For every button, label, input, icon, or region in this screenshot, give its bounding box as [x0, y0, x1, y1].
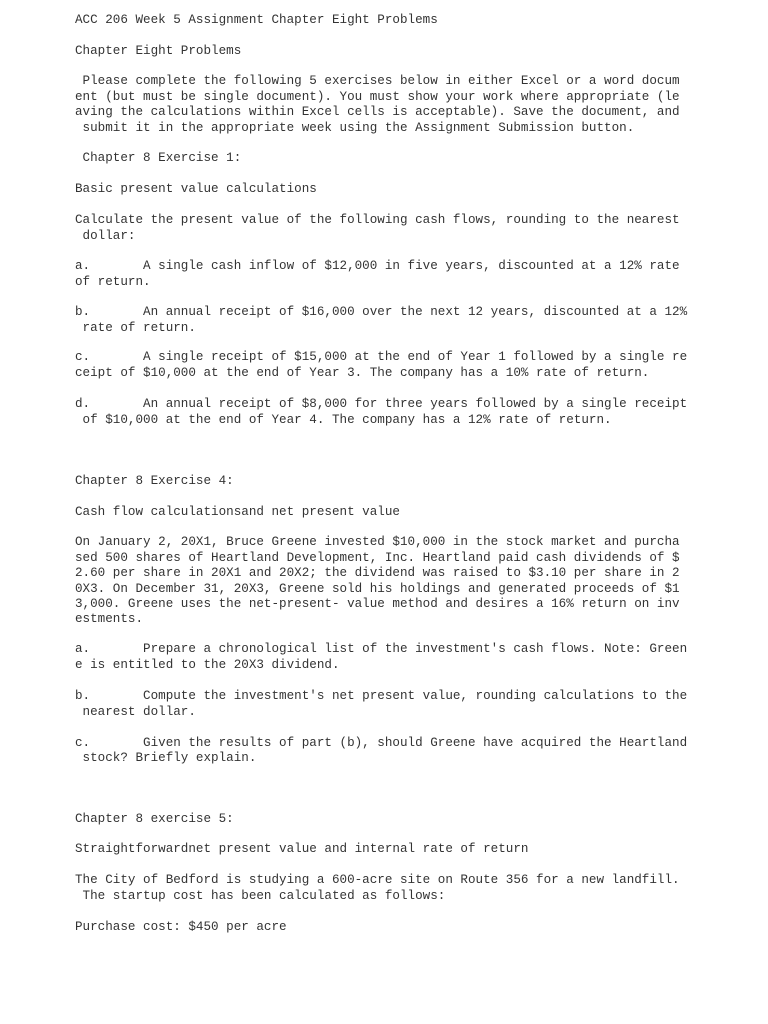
exercise-prompt: dollar: [75, 229, 136, 243]
exercise-item: b. Compute the investment's net present value, rounding calculations to the [75, 689, 688, 703]
exercise-item: c. A single receipt of $15,000 at the end of Year 1 followed by a single re [75, 350, 688, 364]
exercise-item: of return. [75, 275, 151, 289]
exercise-heading: Chapter 8 Exercise 1: [75, 151, 242, 165]
exercise-item: rate of return. [75, 321, 196, 335]
exercise-prompt: 3,000. Greene uses the net-present- value method and desires a 16% return on inv [75, 597, 680, 611]
exercise-item: ceipt of $10,000 at the end of Year 3. The company has a 10% rate of return. [75, 366, 650, 380]
exercise-item: nearest dollar. [75, 705, 196, 719]
exercise-item: e is entitled to the 20X3 dividend. [75, 658, 340, 672]
exercise-heading: Chapter 8 Exercise 4: [75, 474, 234, 488]
instructions-line: Please complete the following 5 exercises below in either Excel or a word docum [75, 74, 680, 88]
exercise-detail: Purchase cost: $450 per acre [75, 920, 287, 934]
exercise-heading: Chapter 8 exercise 5: [75, 812, 234, 826]
exercise-item: c. Given the results of part (b), should Greene have acquired the Heartland [75, 736, 688, 750]
exercise-item: stock? Briefly explain. [75, 751, 257, 765]
exercise-subtitle: Cash flow calculationsand net present value [75, 505, 400, 519]
document-title: ACC 206 Week 5 Assignment Chapter Eight Problems [75, 13, 438, 27]
exercise-prompt: The City of Bedford is studying a 600-acre site on Route 356 for a new landfill. [75, 873, 680, 887]
exercise-item: b. An annual receipt of $16,000 over the next 12 years, discounted at a 12% [75, 305, 688, 319]
exercise-prompt: On January 2, 20X1, Bruce Greene invested $10,000 in the stock market and purcha [75, 535, 680, 549]
exercise-item: a. A single cash inflow of $12,000 in five years, discounted at a 12% rate [75, 259, 680, 273]
exercise-prompt: Calculate the present value of the following cash flows, rounding to the nearest [75, 213, 680, 227]
exercise-item: of $10,000 at the end of Year 4. The company has a 12% rate of return. [75, 413, 612, 427]
exercise-subtitle: Basic present value calculations [75, 182, 317, 196]
exercise-item: d. An annual receipt of $8,000 for three years followed by a single receipt [75, 397, 688, 411]
exercise-prompt: sed 500 shares of Heartland Development, Inc. Heartland paid cash dividends of $ [75, 551, 680, 565]
exercise-prompt: 0X3. On December 31, 20X3, Greene sold his holdings and generated proceeds of $1 [75, 582, 680, 596]
exercise-prompt: 2.60 per share in 20X1 and 20X2; the dividend was raised to $3.10 per share in 2 [75, 566, 680, 580]
instructions-line: aving the calculations within Excel cells is acceptable). Save the document, and [75, 105, 680, 119]
exercise-subtitle: Straightforwardnet present value and internal rate of return [75, 842, 529, 856]
instructions-line: ent (but must be single document). You must show your work where appropriate (le [75, 90, 680, 104]
exercise-item: a. Prepare a chronological list of the investment's cash flows. Note: Green [75, 642, 688, 656]
exercise-prompt: estments. [75, 612, 144, 626]
exercise-prompt: The startup cost has been calculated as follows: [75, 889, 446, 903]
instructions-line: submit it in the appropriate week using the Assignment Submission button. [75, 121, 635, 135]
chapter-heading: Chapter Eight Problems [75, 44, 242, 58]
